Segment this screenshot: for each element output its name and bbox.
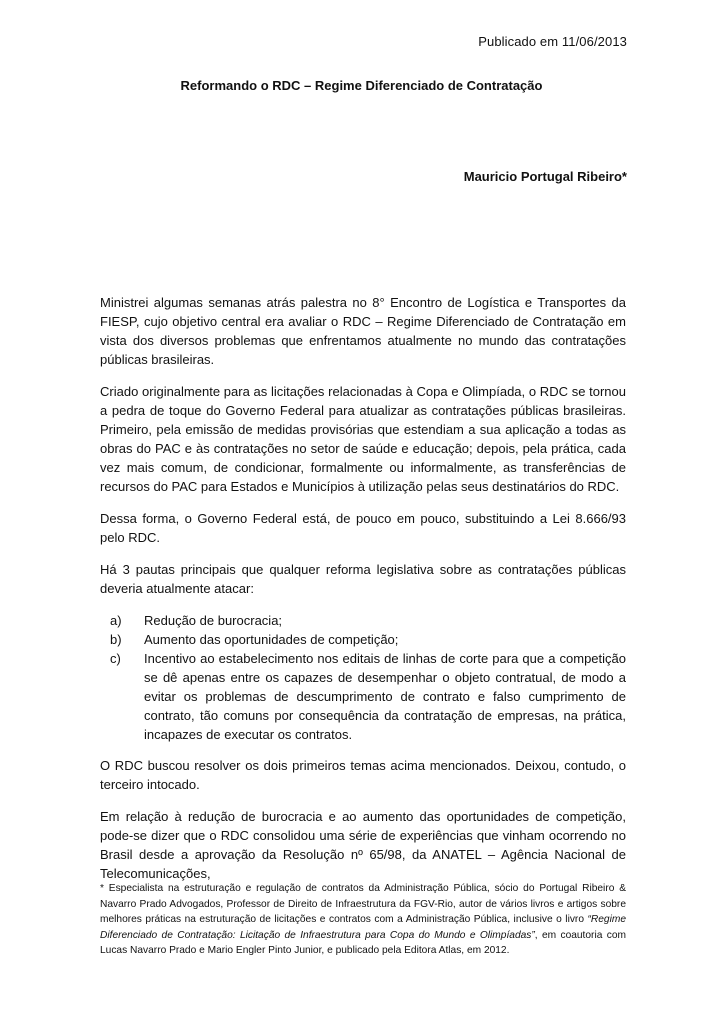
paragraph-rdc-result: O RDC buscou resolver os dois primeiros temas acima mencionados. Deixou, contudo, o terceiro intocado.: [100, 758, 626, 792]
document-body: [100, 293, 626, 896]
list-item-text: Redução de burocracia;: [144, 613, 283, 628]
footnote-text-end: , em coautoria com Lucas Navarro Prado e Mario Engler Pinto Junior, e publicado pela Editora Atlas, em 2012.: [100, 929, 626, 956]
list-marker: c): [110, 651, 121, 666]
footnote-book-title: “Regime Diferenciado de Contratação: Licitação de Infraestrutura para Copa do Mundo e Olimpíadas”: [100, 914, 626, 941]
footnote-text: * Especialista na estruturação e regulação de contratos da Administração Pública, sócio do Portugal Ribeiro & Navarro Prado Advogados, Professor de Direito de Infraestrutura da FGV-Rio, autor de vários livros e artigos sobre melhores práticas na estruturação de licitações e contratos com a Administração Pública, inclusive o livro: [100, 883, 626, 925]
author-footnote: [100, 881, 626, 959]
list-marker: b): [110, 632, 122, 647]
paragraph-origin: Criado originalmente para as licitações relacionadas à Copa e Olimpíada, o RDC se tornou a pedra de toque do Governo Federal para atualizar as contratações públicas brasileiras. Primeiro, pela emissão de medidas provisórias que estendiam a sua aplicação a todas as obras do PAC e às contratações no setor de saúde e educação; depois, pela prática, cada vez mais comum, de condicionar, formalmente ou informalmente, as transferências de recursos do PAC para Estados e Municípios à utilização pelas seus destinatários do RDC.: [100, 384, 626, 494]
paragraph-bureaucracy: Em relação à redução de burocracia e ao aumento das oportunidades de competição, pode-se dizer que o RDC consolidou uma série de experiências que vinham ocorrendo no Brasil desde a aprovação da Resolução nº 65/98, da ANATEL – Agência Nacional de Telecomunicações,: [100, 809, 626, 881]
publication-date: Publicado em 11/06/2013: [478, 34, 627, 49]
paragraph-agenda: Há 3 pautas principais que qualquer reforma legislativa sobre as contratações públicas deveria atualmente atacar:: [100, 562, 626, 596]
document-author: Mauricio Portugal Ribeiro*: [463, 169, 627, 184]
agenda-list: [100, 611, 626, 744]
paragraph-replacement: Dessa forma, o Governo Federal está, de pouco em pouco, substituindo a Lei 8.666/93 pelo RDC.: [100, 511, 626, 545]
paragraph-intro: Ministrei algumas semanas atrás palestra no 8° Encontro de Logística e Transportes da FIESP, cujo objetivo central era avaliar o RDC – Regime Diferenciado de Contratação em vista dos diversos problemas que enfrentamos atualmente no mundo das contratações públicas brasileiras.: [100, 295, 626, 367]
list-item: [110, 649, 626, 744]
list-item-text: Incentivo ao estabelecimento nos editais de linhas de corte para que a competição se dê apenas entre os capazes de desempenhar o objeto contratual, de modo a evitar os problemas de descumprimento de contrato e falso cumprimento de contrato, tão comuns por consequência da contratação de empresas, na prática, incapazes de executar os contratos.: [144, 651, 626, 742]
document-title: Reformando o RDC – Regime Diferenciado de Contratação: [180, 78, 543, 93]
list-item-text: Aumento das oportunidades de competição;: [144, 632, 399, 647]
list-marker: a): [110, 613, 122, 628]
list-item: [110, 630, 626, 649]
list-item: [110, 611, 626, 630]
